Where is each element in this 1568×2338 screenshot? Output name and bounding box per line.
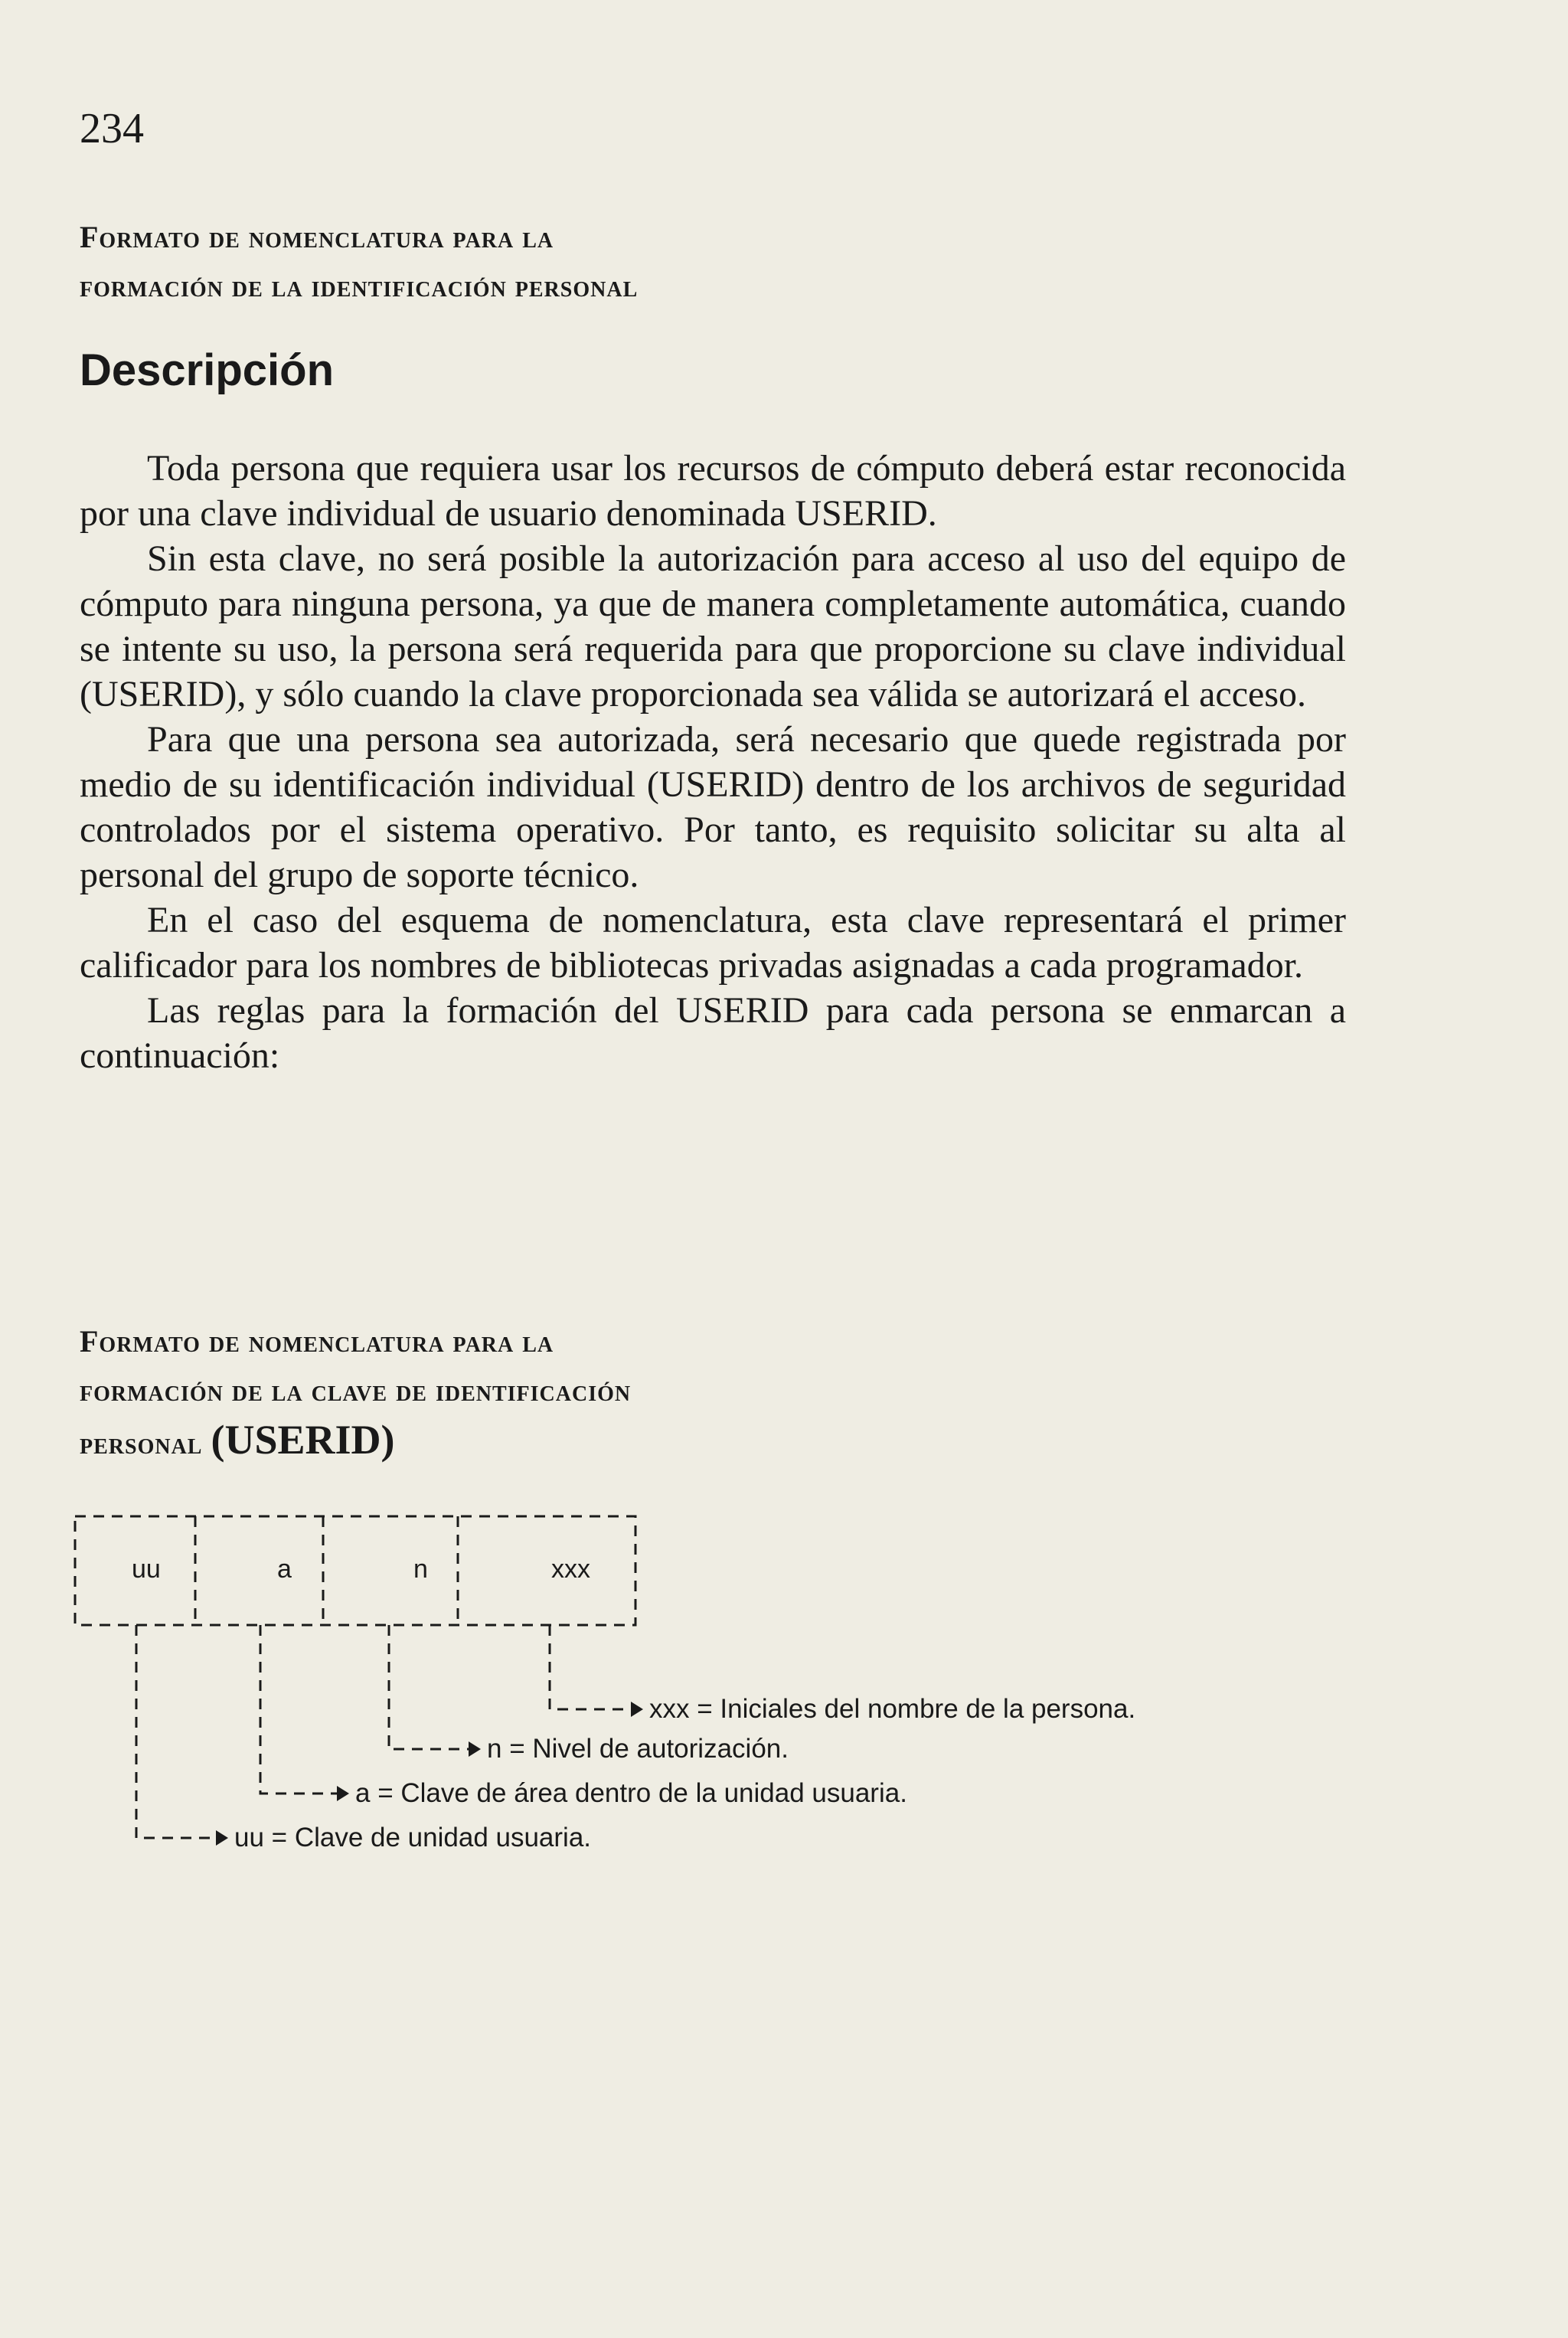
paragraph-5: Las reglas para la formación del USERID para cada persona se enmarcan a continuación: — [80, 990, 1346, 1076]
paragraph-1: Toda persona que requiera usar los recursos de cómputo deberá estar reconocida por una clave individual de usuario denominada USERID. — [80, 448, 1346, 534]
legend-a: a = Clave de área dentro de la unidad usuaria. — [355, 1778, 907, 1808]
heading2-userid: (USERID) — [211, 1417, 395, 1463]
field-label-a: a — [277, 1555, 292, 1584]
leader-n — [389, 1625, 469, 1749]
heading1-line1: Formato de nomenclatura para la — [80, 220, 554, 254]
leader-uu — [136, 1625, 216, 1838]
field-label-uu: uu — [132, 1555, 161, 1584]
paragraph-3: Para que una persona sea autorizada, será necesario que quede registrada por medio de su identificación individual (USERID) dentro de los archivos de seguridad controlados por el sistema operativo. Por tanto, es requisito solicitar su alta al personal del grupo de soporte técnico. — [80, 719, 1346, 895]
legend-xxx: xxx = Iniciales del nombre de la persona. — [649, 1694, 1136, 1724]
legend-uu: uu = Clave de unidad usuaria. — [234, 1823, 592, 1852]
section-title: Descripción — [80, 345, 334, 395]
heading2-line3-prefix: personal — [80, 1426, 203, 1460]
field-label-n: n — [413, 1555, 428, 1584]
arrowhead-xxx — [631, 1702, 643, 1717]
arrowhead-uu — [216, 1830, 228, 1846]
heading-nomenclature-identification — [80, 213, 922, 311]
heading2-line2: formación de la clave de identificación — [80, 1373, 632, 1408]
leader-a — [260, 1625, 337, 1794]
paragraph-2: Sin esta clave, no será posible la autorización para acceso al uso del equipo de cómputo para ninguna persona, ya que de manera completamente automática, cuando se intente su uso, la persona será requerida para que proporcione su clave individual (USERID), y sólo cuando la clave proporcionada sea válida se autorizará el acceso. — [80, 538, 1346, 714]
arrowhead-n — [469, 1741, 481, 1757]
body-text — [80, 446, 1346, 1078]
heading-userid-format — [80, 1317, 922, 1468]
heading2-line1: Formato de nomenclatura para la — [80, 1324, 554, 1359]
heading1-line2: formación de la identificación personal — [80, 269, 639, 303]
leader-xxx — [550, 1625, 631, 1709]
paragraph-4: En el caso del esquema de nomenclatura, esta clave representará el primer calificador para los nombres de bibliotecas privadas asignadas a cada programador. — [80, 900, 1346, 986]
heading2-line3 — [80, 1415, 922, 1468]
legend-n: n = Nivel de autorización. — [487, 1734, 789, 1764]
page-number: 234 — [80, 105, 144, 152]
arrowhead-a — [337, 1786, 349, 1801]
field-label-xxx: xxx — [551, 1555, 590, 1584]
